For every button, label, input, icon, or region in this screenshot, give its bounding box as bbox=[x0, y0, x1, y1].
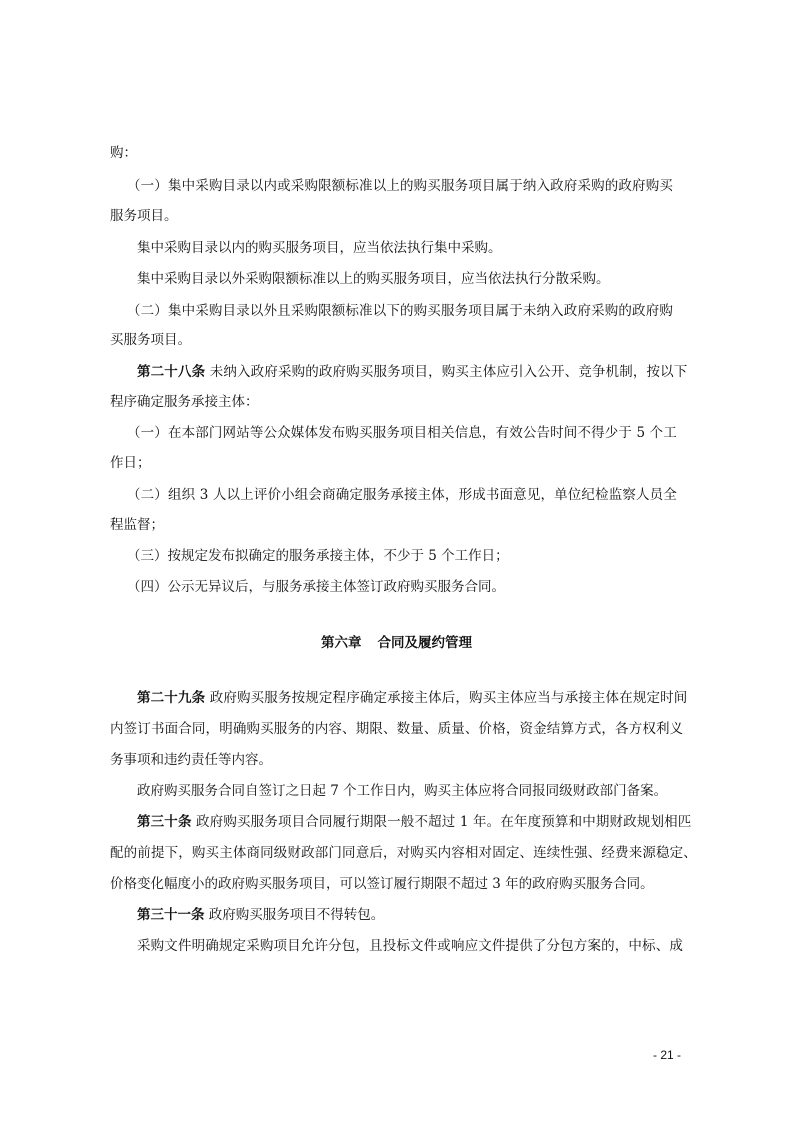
text-line: （一）在本部门网站等公众媒体发布购买服务项目相关信息，有效公告时间不得少于 5 个工 bbox=[127, 425, 677, 441]
text-line: 集中采购目录以外采购限额标准以上的购买服务项目，应当依法执行分散采购。 bbox=[137, 271, 610, 287]
article-number: 第三十条 bbox=[137, 814, 192, 830]
text-line: 内签订书面合同，明确购买服务的内容、期限、数量、质量、价格，资金结算方式，各方权利义 bbox=[110, 721, 684, 737]
page-number: - 21 - bbox=[652, 1048, 681, 1062]
chapter-number: 第六章 bbox=[321, 635, 362, 651]
article-number: 第二十八条 bbox=[137, 364, 206, 380]
article-number: 第二十九条 bbox=[137, 690, 206, 706]
text-line: 采购文件明确规定采购项目允许分包，且投标文件或响应文件提供了分包方案的，中标、成 bbox=[137, 938, 683, 954]
text-line: 务事项和违约责任等内容。 bbox=[110, 752, 272, 768]
article-30 bbox=[137, 812, 691, 832]
chapter-title: 合同及履约管理 bbox=[377, 635, 472, 651]
article-text: 政府购买服务项目合同履行期限一般不超过 1 年。在年度预算和中期财政规划相匹 bbox=[191, 814, 692, 830]
article-28 bbox=[137, 362, 687, 382]
text-line: （三）按规定发布拟确定的服务承接主体，不少于 5 个工作日； bbox=[127, 548, 509, 564]
text-line: 买服务项目。 bbox=[110, 332, 191, 348]
text-line: 价格变化幅度小的政府购买服务项目，可以签订履行期限不超过 3 年的政府购买服务合同。 bbox=[110, 876, 654, 892]
text-line: （一）集中采购目录以内或采购限额标准以上的购买服务项目属于纳入政府采购的政府购买 bbox=[127, 178, 673, 194]
text-line: （二）组织 3 人以上评价小组会商确定服务承接主体，形成书面意见，单位纪检监察人员全 bbox=[127, 487, 677, 503]
text-line: （二）集中采购目录以外且采购限额标准以下的购买服务项目属于未纳入政府采购的政府购 bbox=[127, 303, 673, 319]
article-29 bbox=[137, 688, 687, 708]
text-line: 作日； bbox=[110, 455, 151, 471]
text-line: 配的前提下，购买主体商同级财政部门同意后，对购买内容相对固定、连续性强、经费来源稳定、 bbox=[110, 845, 697, 861]
text-line: 服务项目。 bbox=[110, 208, 178, 224]
text-line: 程监督； bbox=[110, 517, 164, 533]
text-line: 购： bbox=[110, 145, 137, 161]
text-line: （四）公示无异议后，与服务承接主体签订政府购买服务合同。 bbox=[127, 579, 505, 595]
chapter-heading bbox=[0, 633, 793, 653]
article-text: 政府购买服务按规定程序确定承接主体后，购买主体应当与承接主体在规定时间 bbox=[205, 690, 688, 706]
text-line: 政府购买服务合同自签订之日起 7 个工作日内，购买主体应将合同报同级财政部门备案。 bbox=[137, 783, 668, 799]
text-line: 集中采购目录以内的购买服务项目，应当依法执行集中采购。 bbox=[137, 240, 502, 256]
article-text: 政府购买服务项目不得转包。 bbox=[204, 907, 385, 923]
article-31 bbox=[137, 905, 384, 925]
text-line: 程序确定服务承接主体： bbox=[110, 394, 259, 410]
article-text: 未纳入政府采购的政府购买服务项目，购买主体应引入公开、竞争机制，按以下 bbox=[205, 364, 688, 380]
article-number: 第三十一条 bbox=[137, 907, 205, 923]
